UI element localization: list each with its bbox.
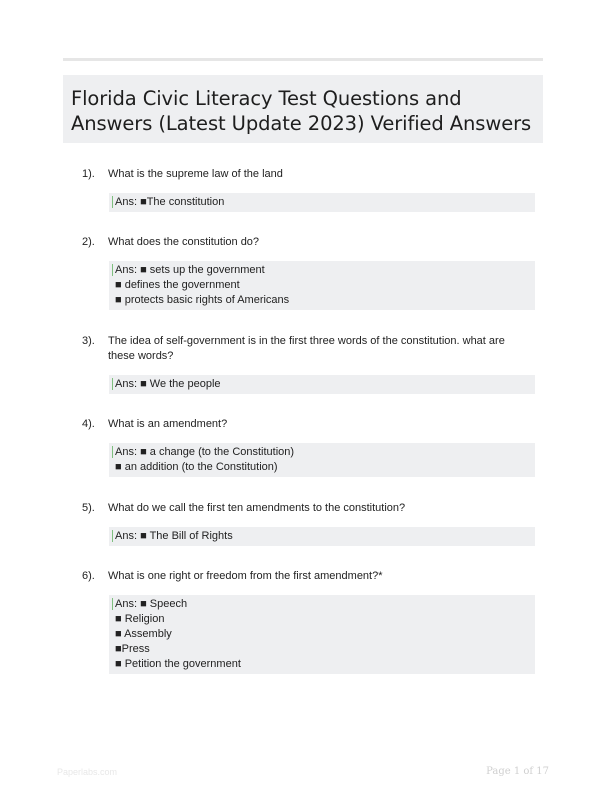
document-title: Florida Civic Literacy Test Questions and Answers (Latest Update 2023) Verified Answers (71, 87, 532, 135)
title-banner (63, 75, 543, 143)
answer-line: Ans: ■ a change (to the Constitution) (115, 446, 295, 458)
answer-line: Ans: ■The constitution (115, 196, 225, 208)
question-text: What is one right or freedom from the first amendment?* (108, 570, 383, 582)
answer-box (109, 595, 535, 674)
question-number: 4). (82, 418, 95, 430)
question-text: The idea of self-government is in the first three words of the constitution. what are these words? (108, 335, 505, 362)
question-number: 3). (82, 335, 95, 347)
question-number: 2). (82, 236, 95, 248)
question-number: 6). (82, 570, 95, 582)
answer-box (109, 443, 535, 477)
answer-line: ■ defines the government (115, 279, 240, 291)
answer-line: ■ Religion (115, 613, 165, 625)
answer-line: ■Press (115, 643, 150, 655)
answer-line: Ans: ■ sets up the government (115, 264, 265, 276)
top-divider (63, 58, 543, 61)
question-text: What is the supreme law of the land (108, 168, 283, 180)
answer-line: ■ protects basic rights of Americans (115, 294, 290, 306)
footer-watermark: Paperlabs.com (57, 767, 118, 777)
page-number: Page 1 of 17 (486, 766, 549, 777)
answer-line: Ans: ■ The Bill of Rights (115, 530, 233, 542)
answer-line: ■ Petition the government (115, 658, 241, 670)
answer-line: ■ Assembly (115, 628, 172, 640)
answer-box (109, 193, 535, 212)
question-number: 5). (82, 502, 95, 514)
question-text: What do we call the first ten amendments to the constitution? (108, 502, 406, 514)
answer-box (109, 261, 535, 310)
answer-line: Ans: ■ Speech (115, 598, 188, 610)
question-text: What is an amendment? (108, 418, 228, 430)
answer-box (109, 375, 535, 394)
question-text: What does the constitution do? (108, 236, 260, 248)
question-number: 1). (82, 168, 95, 180)
answer-line: Ans: ■ We the people (115, 378, 221, 390)
answer-line: ■ an addition (to the Constitution) (115, 461, 278, 473)
answer-box (109, 527, 535, 546)
